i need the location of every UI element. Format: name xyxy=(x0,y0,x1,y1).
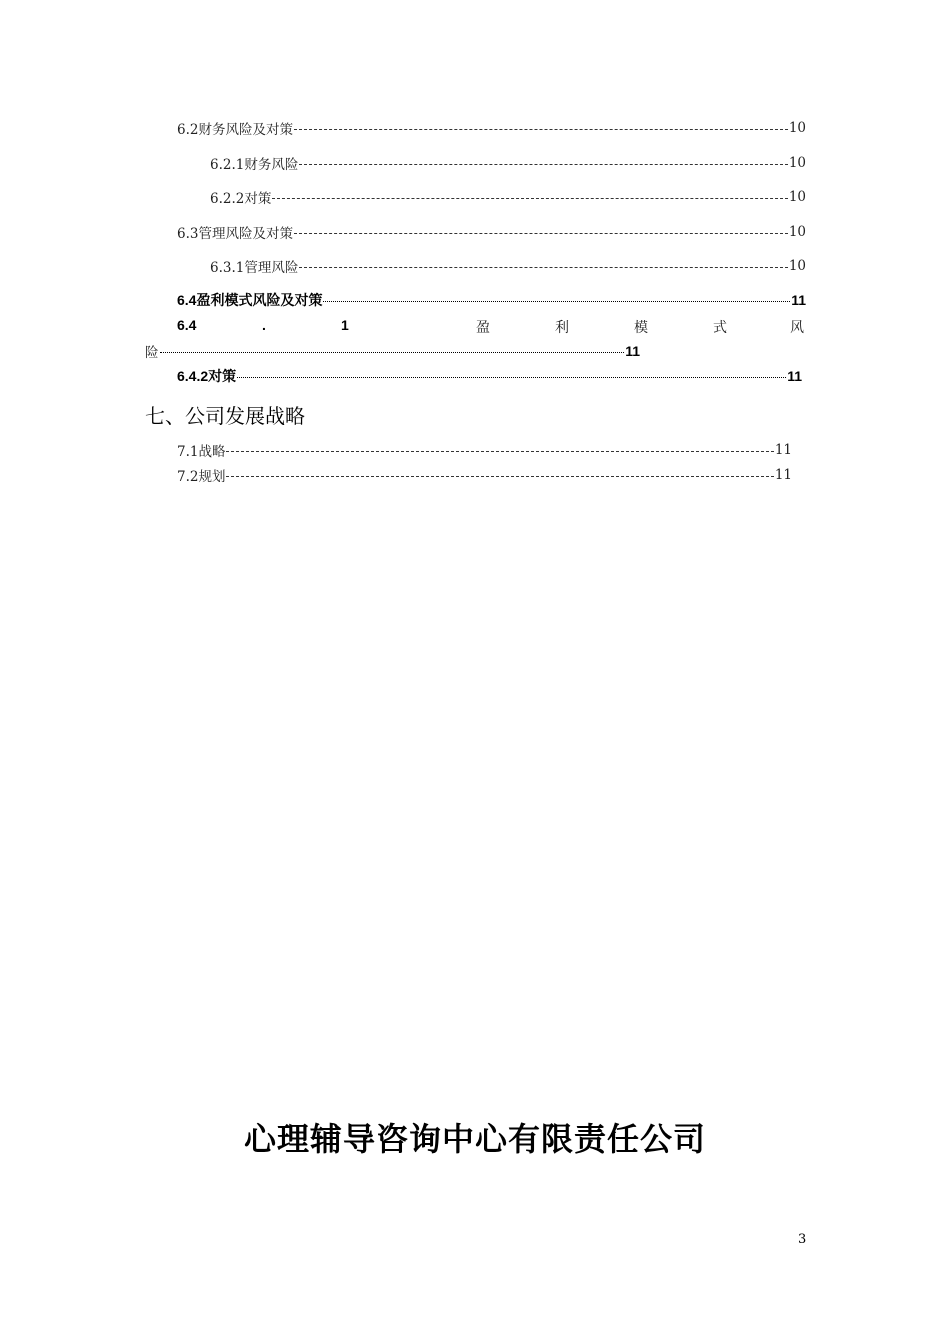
page-number: 3 xyxy=(798,1232,807,1247)
toc-page: 10 xyxy=(788,120,806,136)
toc-page: 10 xyxy=(788,189,806,205)
toc-label-part: 盈 xyxy=(476,320,490,336)
toc-leader xyxy=(323,301,790,302)
toc-leader xyxy=(160,352,625,353)
toc-page: 11 xyxy=(774,442,792,458)
toc-label: 7.1战略 xyxy=(177,444,226,460)
toc-leader xyxy=(299,267,787,268)
toc-entry[interactable] xyxy=(177,440,792,460)
toc-leader xyxy=(226,476,773,477)
toc-label-part: 6.4 xyxy=(177,317,197,333)
toc-page: 11 xyxy=(791,292,806,308)
toc-entry[interactable] xyxy=(177,118,806,138)
toc-label-part: . xyxy=(262,317,266,333)
toc-leader xyxy=(237,377,786,378)
toc-entry[interactable] xyxy=(177,366,802,386)
toc-entry[interactable] xyxy=(177,222,806,242)
toc-entry[interactable] xyxy=(210,187,806,207)
section-heading[interactable]: 七、公司发展战略 xyxy=(145,404,305,428)
toc-label: 险 xyxy=(145,345,159,361)
toc-page: 11 xyxy=(625,343,640,359)
toc-label-part: 1 xyxy=(341,317,349,333)
toc-page: 10 xyxy=(788,224,806,240)
toc-label: 6.3管理风险及对策 xyxy=(177,226,293,242)
toc-label-part: 式 xyxy=(713,320,727,336)
toc-leader xyxy=(272,198,787,199)
toc-page: 11 xyxy=(787,368,802,384)
toc-label: 6.4盈利模式风险及对策 xyxy=(177,292,323,308)
toc-entry[interactable] xyxy=(177,290,806,310)
toc-label: 6.3.1管理风险 xyxy=(210,260,299,276)
company-name: 心理辅导咨询中心有限责任公司 xyxy=(243,1120,706,1158)
toc-page: 11 xyxy=(774,467,792,483)
toc-label: 6.4.2对策 xyxy=(177,368,237,384)
toc-label: 6.2.2对策 xyxy=(210,191,272,207)
toc-leader xyxy=(294,129,788,130)
toc-leader xyxy=(299,164,787,165)
toc-leader xyxy=(226,451,773,452)
toc-label-part: 利 xyxy=(555,320,569,336)
toc-label-part: 风 xyxy=(790,320,804,336)
toc-page: 10 xyxy=(788,155,806,171)
toc-label: 7.2规划 xyxy=(177,469,226,485)
toc-entry[interactable] xyxy=(210,153,806,173)
toc-page: 10 xyxy=(788,258,806,274)
toc-label: 6.2.1财务风险 xyxy=(210,157,299,173)
toc-leader xyxy=(294,233,788,234)
toc-label: 6.2财务风险及对策 xyxy=(177,122,293,138)
toc-label-part: 模 xyxy=(634,320,648,336)
toc-entry[interactable] xyxy=(210,256,806,276)
toc-entry[interactable] xyxy=(177,465,792,485)
